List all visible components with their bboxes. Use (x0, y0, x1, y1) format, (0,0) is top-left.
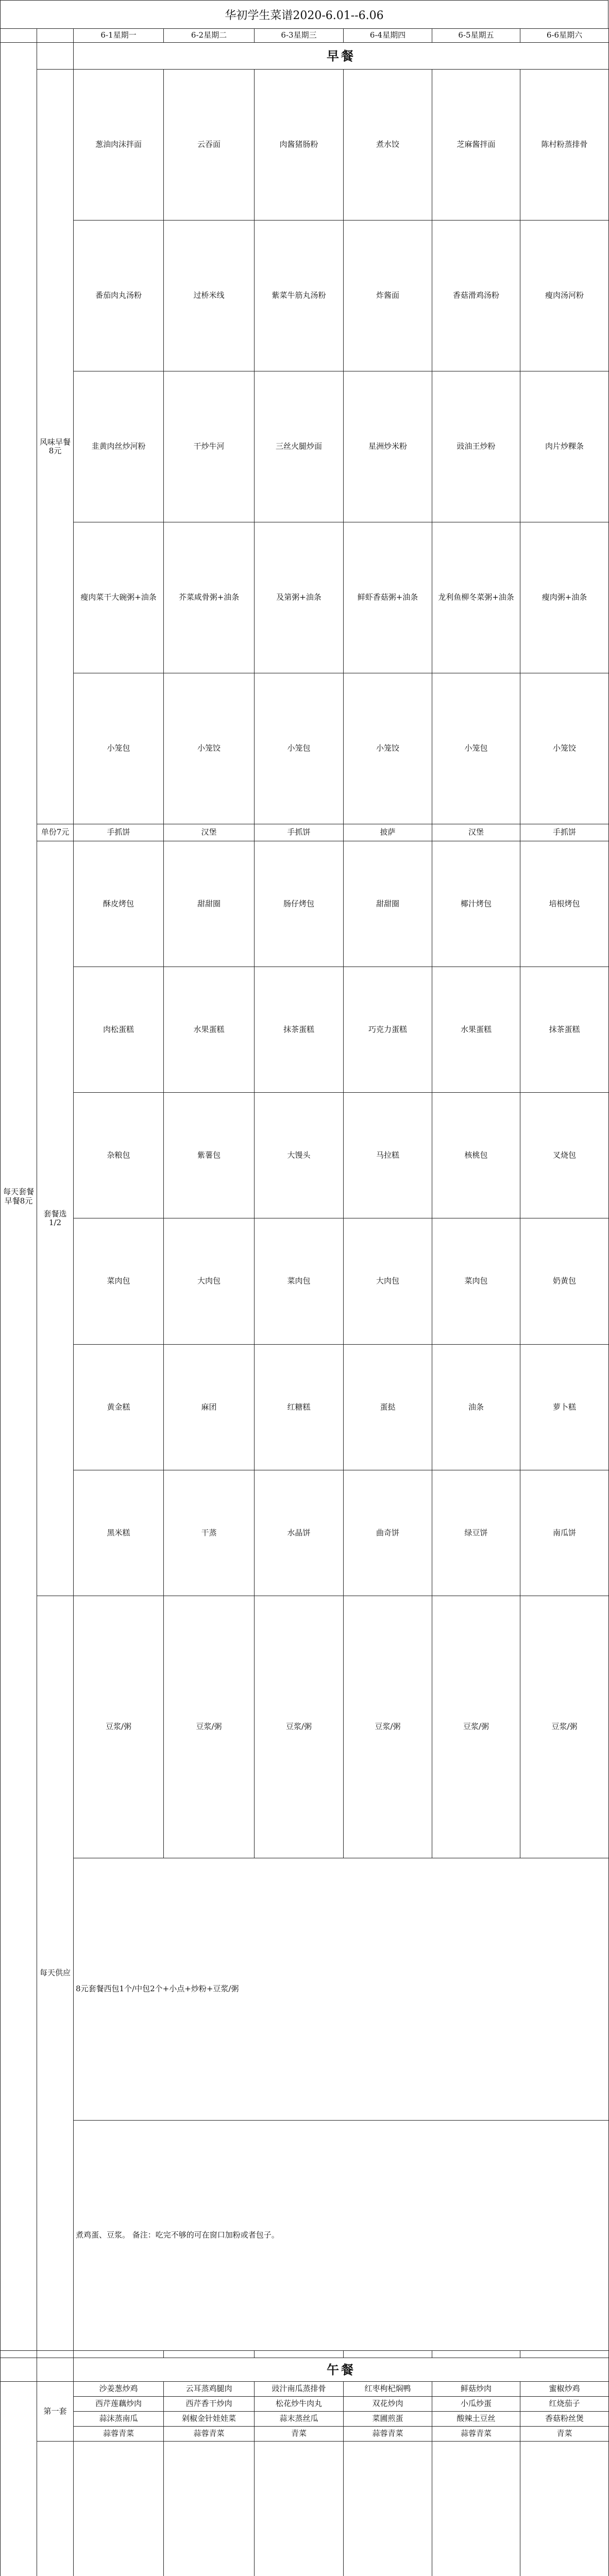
set-choice-label: 套餐选1/2 (37, 841, 74, 1596)
dish-cell: 培根烤包 (520, 841, 609, 967)
lunch-section-title: 午餐 (74, 2358, 609, 2382)
dish-cell: 云耳蒸鸡腿肉 (164, 2382, 255, 2397)
dish-cell: 核桃包 (432, 1093, 520, 1218)
dish-cell: 杂粮包 (74, 1093, 164, 1218)
dish-cell: 沙姜葱炒鸡 (74, 2382, 164, 2397)
dish-cell (344, 2442, 432, 2576)
dish-cell: 青菜 (255, 2427, 344, 2442)
dish-cell: 曲奇饼 (344, 1470, 432, 1596)
dish-cell: 豆浆/粥 (74, 1596, 164, 1858)
dish-cell: 蒜沫蒸南瓜 (74, 2412, 164, 2427)
dish-cell: 肉片炒粿条 (520, 371, 609, 522)
dish-cell: 及第粥+油条 (255, 522, 344, 673)
dish-cell: 鲜菇炒肉 (432, 2382, 520, 2397)
dish-cell: 韭黄肉丝炒河粉 (74, 371, 164, 522)
dish-cell: 剁椒金针娃娃菜 (164, 2412, 255, 2427)
dish-cell: 干蒸 (164, 1470, 255, 1596)
dish-cell: 葱油肉沫拌面 (74, 70, 164, 221)
dish-cell: 水果蛋糕 (432, 967, 520, 1093)
dish-cell: 水晶饼 (255, 1470, 344, 1596)
lunch-set2-label (37, 2442, 74, 2576)
blank-cell (520, 2351, 609, 2358)
dish-cell: 干炒牛河 (164, 371, 255, 522)
lunch-meal-label (1, 2382, 37, 2576)
dish-cell: 豉油王炒粉 (432, 371, 520, 522)
dish-cell: 甜甜圈 (344, 841, 432, 967)
dish-cell: 菜肉包 (74, 1218, 164, 1344)
dish-cell: 蒜蓉青菜 (432, 2427, 520, 2442)
day-header: 6-4星期四 (344, 29, 432, 43)
dish-cell: 瘦肉菜干大碗粥+油条 (74, 522, 164, 673)
blank-cell (37, 2351, 74, 2358)
breakfast-set-note: 8元套餐西包1个/中包2个+小点+炒粉+豆浆/粥 (74, 1858, 609, 2120)
dish-cell: 甜甜圈 (164, 841, 255, 967)
dish-cell: 小笼饺 (344, 673, 432, 824)
dish-cell: 豉汁南瓜蒸排骨 (255, 2382, 344, 2397)
dish-cell: 黑米糕 (74, 1470, 164, 1596)
dish-cell: 青菜 (520, 2427, 609, 2442)
page-title: 华初学生菜谱2020-6.01--6.06 (0, 0, 608, 29)
dish-cell: 小笼饺 (520, 673, 609, 824)
dish-cell: 巧克力蛋糕 (344, 967, 432, 1093)
dish-cell: 番茄肉丸汤粉 (74, 221, 164, 371)
daily-supply-label: 每天供应 (37, 1596, 74, 2351)
dish-cell: 手抓饼 (520, 824, 609, 841)
blank-cell (37, 2358, 74, 2382)
dish-cell: 煮水饺 (344, 70, 432, 221)
dish-cell: 抹茶蛋糕 (255, 967, 344, 1093)
single-price-label: 单份7元 (37, 824, 74, 841)
dish-cell: 豆浆/粥 (520, 1596, 609, 1858)
breakfast-remark: 煮鸡蛋、豆浆。 备注：吃完不够的可在窗口加粉或者包子。 (74, 2120, 609, 2350)
dish-cell: 蒜蓉青菜 (344, 2427, 432, 2442)
blank-cell (37, 29, 74, 43)
dish-cell: 手抓饼 (74, 824, 164, 841)
dish-cell: 大馒头 (255, 1093, 344, 1218)
dish-cell (255, 2442, 344, 2576)
dish-cell: 芥菜咸骨粥+油条 (164, 522, 255, 673)
lunch-set1-label: 第一套 (37, 2382, 74, 2442)
dish-cell: 菜圃煎蛋 (344, 2412, 432, 2427)
dish-cell: 小笼包 (74, 673, 164, 824)
day-header: 6-2星期二 (164, 29, 255, 43)
dish-cell: 紫菜牛筋丸汤粉 (255, 221, 344, 371)
blank-cell (1, 2351, 37, 2358)
dish-cell: 麻团 (164, 1344, 255, 1470)
dish-cell: 陈村粉蒸排骨 (520, 70, 609, 221)
dish-cell: 抹茶蛋糕 (520, 967, 609, 1093)
blank-cell (432, 2351, 520, 2358)
dish-cell: 大肉包 (164, 1218, 255, 1344)
dish-cell: 大肉包 (344, 1218, 432, 1344)
blank-cell (37, 43, 74, 70)
dish-cell: 南瓜饼 (520, 1470, 609, 1596)
dish-cell: 椰汁烤包 (432, 841, 520, 967)
dish-cell: 手抓饼 (255, 824, 344, 841)
dish-cell: 蛋挞 (344, 1344, 432, 1470)
menu-page (0, 0, 608, 755)
dish-cell: 小笼饺 (164, 673, 255, 824)
dish-cell: 云吞面 (164, 70, 255, 221)
dish-cell: 汉堡 (432, 824, 520, 841)
dish-cell: 油条 (432, 1344, 520, 1470)
dish-cell: 香菇粉丝煲 (520, 2412, 609, 2427)
dish-cell (74, 2442, 164, 2576)
dish-cell: 豆浆/粥 (255, 1596, 344, 1858)
dish-cell: 蜜椒炒鸡 (520, 2382, 609, 2397)
flavor-breakfast-label: 风味早餐8元 (37, 70, 74, 824)
dish-cell: 松花炒牛肉丸 (255, 2397, 344, 2412)
dish-cell: 肉松蛋糕 (74, 967, 164, 1093)
dish-cell: 肠仔烤包 (255, 841, 344, 967)
dish-cell: 小笼包 (432, 673, 520, 824)
dish-cell: 萝卜糕 (520, 1344, 609, 1470)
dish-cell: 红烧茄子 (520, 2397, 609, 2412)
dish-cell: 小笼包 (255, 673, 344, 824)
dish-cell: 肉酱猪肠粉 (255, 70, 344, 221)
dish-cell: 鲜虾香菇粥+油条 (344, 522, 432, 673)
dish-cell: 炸酱面 (344, 221, 432, 371)
dish-cell: 芝麻酱拌面 (432, 70, 520, 221)
dish-cell: 小瓜炒蛋 (432, 2397, 520, 2412)
dish-cell: 三丝火腿炒面 (255, 371, 344, 522)
dish-cell: 蒜末蒸丝瓜 (255, 2412, 344, 2427)
dish-cell: 瘦肉汤河粉 (520, 221, 609, 371)
blank-cell (1, 29, 37, 43)
dish-cell: 汉堡 (164, 824, 255, 841)
day-header: 6-3星期三 (255, 29, 344, 43)
dish-cell: 菜肉包 (255, 1218, 344, 1344)
dish-cell: 红枣枸杞焖鸭 (344, 2382, 432, 2397)
dish-cell: 披萨 (344, 824, 432, 841)
dish-cell (432, 2442, 520, 2576)
blank-cell (344, 2351, 432, 2358)
dish-cell: 西芹莲藕炒肉 (74, 2397, 164, 2412)
blank-cell (1, 2358, 37, 2382)
dish-cell: 星洲炒米粉 (344, 371, 432, 522)
day-header: 6-6星期六 (520, 29, 609, 43)
dish-cell: 过桥米线 (164, 221, 255, 371)
dish-cell: 蒜蓉青菜 (164, 2427, 255, 2442)
blank-cell (255, 2351, 344, 2358)
dish-cell: 豆浆/粥 (432, 1596, 520, 1858)
dish-cell: 叉烧包 (520, 1093, 609, 1218)
dish-cell: 黄金糕 (74, 1344, 164, 1470)
dish-cell (520, 2442, 609, 2576)
dish-cell: 龙利鱼柳冬菜粥+油条 (432, 522, 520, 673)
dish-cell: 酥皮烤包 (74, 841, 164, 967)
dish-cell: 双花炒肉 (344, 2397, 432, 2412)
breakfast-meal-label: 每天套餐早餐8元 (1, 43, 37, 2351)
dish-cell: 香菇滑鸡汤粉 (432, 221, 520, 371)
dish-cell: 奶黄包 (520, 1218, 609, 1344)
dish-cell: 豆浆/粥 (344, 1596, 432, 1858)
day-header: 6-1星期一 (74, 29, 164, 43)
blank-cell (164, 2351, 255, 2358)
menu-table (0, 28, 609, 2576)
blank-cell (74, 2351, 164, 2358)
dish-cell: 菜肉包 (432, 1218, 520, 1344)
dish-cell: 瘦肉粥+油条 (520, 522, 609, 673)
day-header: 6-5星期五 (432, 29, 520, 43)
dish-cell (164, 2442, 255, 2576)
dish-cell: 马拉糕 (344, 1093, 432, 1218)
dish-cell: 豆浆/粥 (164, 1596, 255, 1858)
dish-cell: 红糖糕 (255, 1344, 344, 1470)
dish-cell: 绿豆饼 (432, 1470, 520, 1596)
dish-cell: 西芹香干炒肉 (164, 2397, 255, 2412)
dish-cell: 酸辣土豆丝 (432, 2412, 520, 2427)
breakfast-section-title: 早餐 (74, 43, 609, 70)
dish-cell: 水果蛋糕 (164, 967, 255, 1093)
dish-cell: 紫薯包 (164, 1093, 255, 1218)
dish-cell: 蒜蓉青菜 (74, 2427, 164, 2442)
